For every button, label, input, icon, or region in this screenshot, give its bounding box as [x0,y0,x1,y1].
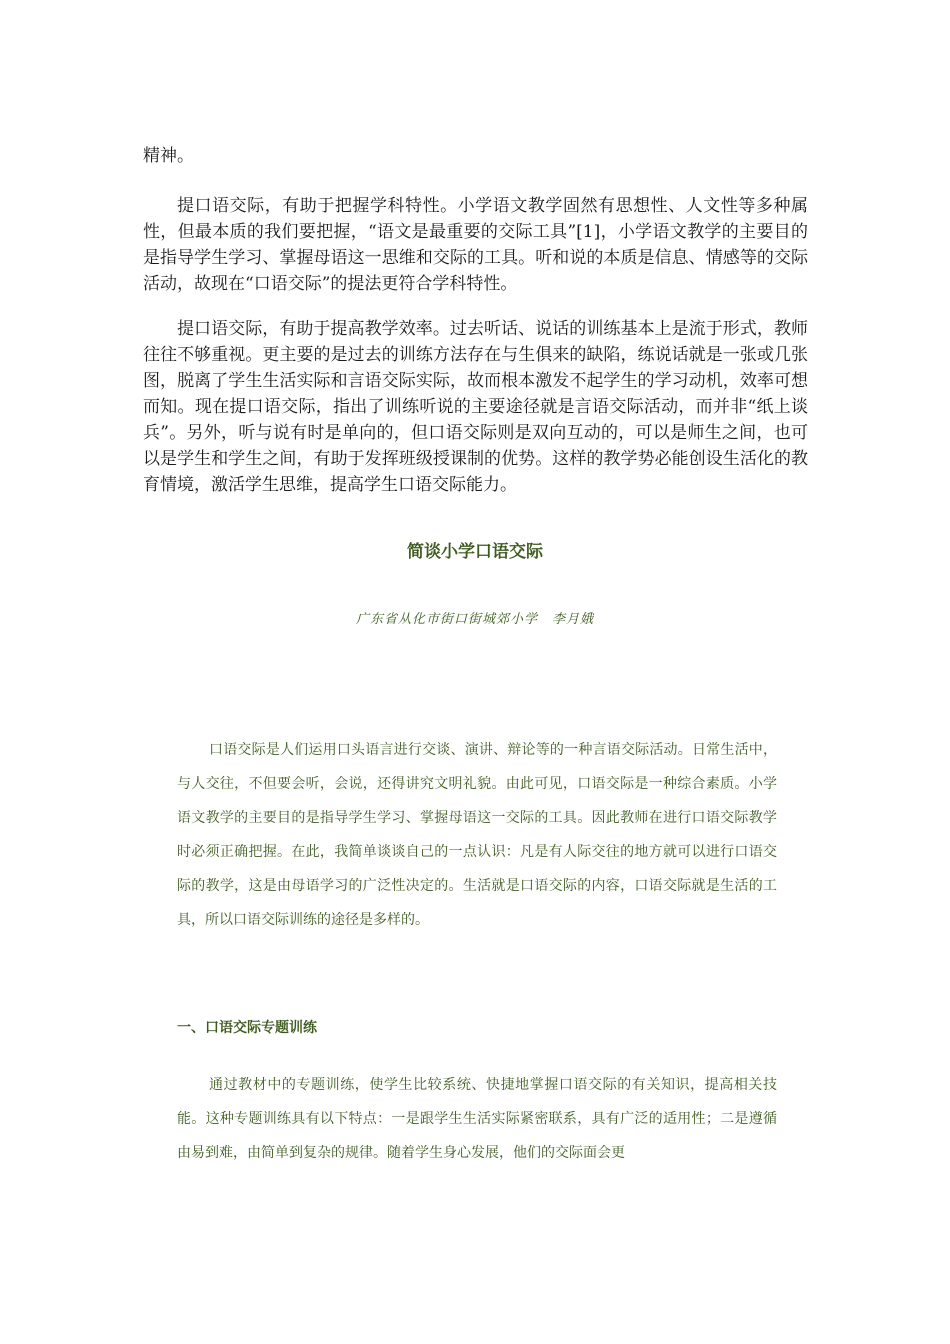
paragraph-continuation: 精神。 [143,146,194,166]
article-intro-paragraph: 口语交际是人们运用口头语言进行交谈、演讲、辩论等的一种言语交际活动。日常生活中，与人交往，不但要会听，会说，还得讲究文明礼貌。由此可见，口语交际是一种综合素质。小学语文教学的主要目的是指导学生学习、掌握母语这一交际的工具。因此教师在进行口语交际教学时必须正确把握。在此，我简单谈谈自己的一点认识：凡是有人际交往的地方就可以进行口语交际的教学，这是由母语学习的广泛性决定的。生活就是口语交际的内容，口语交际就是生活的工具，所以口语交际训练的途径是多样的。 [177,742,777,928]
paragraph-teaching-efficiency: 提口语交际，有助于提高教学效率。过去听话、说话的训练基本上是流于形式，教师往往不够重视。更主要的是过去的训练方法存在与生俱来的缺陷，练说话就是一张或几张图，脱离了学生生活实际和言语交际实际，故而根本激发不起学生的学习动机，效率可想而知。现在提口语交际，指出了训练听说的主要途径就是言语交际活动，而并非“纸上谈兵”。另外，听与说有时是单向的，但口语交际则是双向互动的，可以是师生之间，也可以是学生和学生之间，有助于发挥班级授课制的优势。这样的教学势必能创设生活化的教育情境，激活学生思维，提高学生口语交际能力。 [143,319,808,495]
section-paragraph: 通过教材中的专题训练，使学生比较系统、快捷地掌握口语交际的有关知识，提高相关技能。这种专题训练具有以下特点：一是跟学生生活实际紧密联系，具有广泛的适用性；二是遵循由易到难，由简单到复杂的规律。随着学生身心发展，他们的交际面会更 [177,1077,777,1161]
section-heading: 一、口语交际专题训练 [177,1020,317,1036]
article-author: 广东省从化市街口街城郊小学 李月娥 [355,612,594,627]
paragraph-subject-characteristics: 提口语交际，有助于把握学科特性。小学语文教学固然有思想性、人文性等多种属性，但最本质的我们要把握，“语文是最重要的交际工具”[1]，小学语文教学的主要目的是指导学生学习、掌握母语这一思维和交际的工具。听和说的本质是信息、情感等的交际活动，故现在“口语交际”的提法更符合学科特性。 [143,196,808,294]
article-title: 简谈小学口语交际 [407,542,543,562]
